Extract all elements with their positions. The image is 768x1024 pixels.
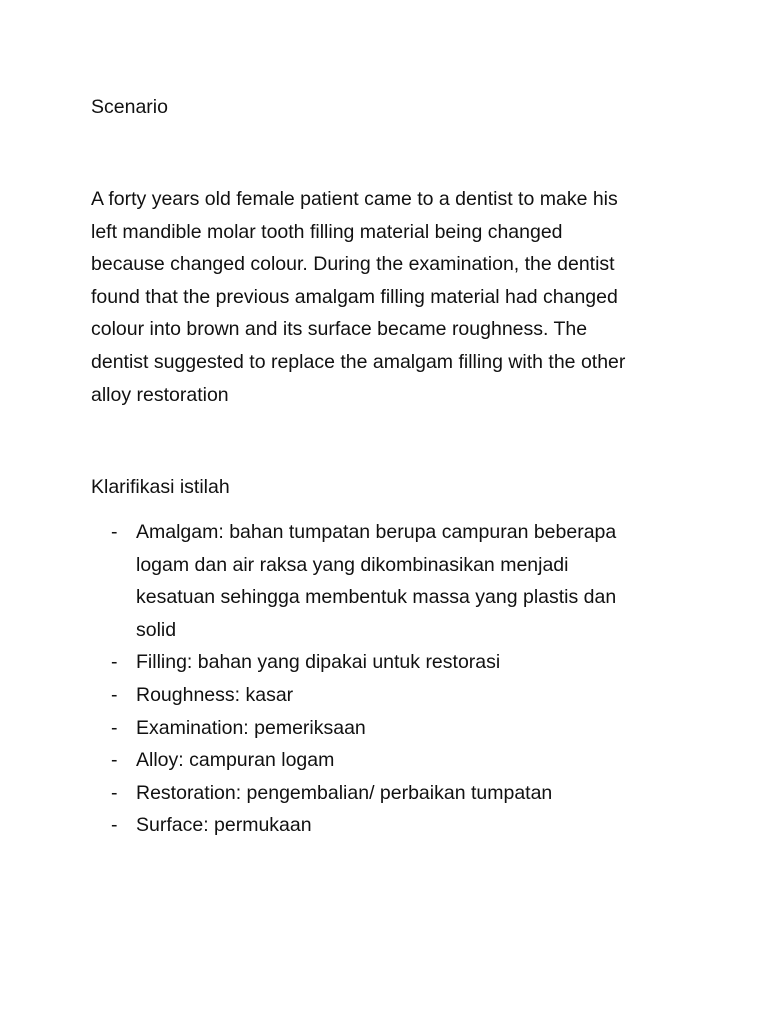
- bullet-dash: -: [111, 749, 118, 772]
- bullet-dash: -: [111, 651, 118, 674]
- scenario-line: alloy restoration: [91, 383, 229, 406]
- term-line: Restoration: pengembalian/ perbaikan tumpatan: [136, 781, 553, 804]
- scenario-line: A forty years old female patient came to a dentist to make his: [91, 188, 618, 210]
- term-line: kesatuan sehingga membentuk massa yang plastis dan: [136, 586, 617, 609]
- term-item-filling: [111, 646, 711, 679]
- term-item-roughness: [111, 679, 711, 712]
- scenario-line: colour into brown and its surface became roughness. The: [91, 318, 588, 341]
- term-item-surface: [111, 809, 711, 842]
- scenario-paragraph: [91, 183, 691, 411]
- term-list: [111, 516, 711, 842]
- bullet-dash: -: [111, 814, 118, 837]
- term-line: logam dan air raksa yang dikombinasikan menjadi: [136, 553, 569, 576]
- scenario-line: found that the previous amalgam filling material had changed: [91, 285, 618, 308]
- term-item-examination: [111, 712, 711, 745]
- term-line: solid: [136, 618, 177, 641]
- term-item-alloy: [111, 744, 711, 777]
- scenario-line: because changed colour. During the examination, the dentist: [91, 253, 615, 276]
- bullet-dash: -: [111, 716, 118, 739]
- klarifikasi-heading: Klarifikasi istilah: [91, 476, 230, 498]
- bullet-dash: -: [111, 521, 118, 543]
- bullet-dash: -: [111, 683, 118, 706]
- scenario-line: left mandible molar tooth filling material being changed: [91, 220, 563, 243]
- term-line: Filling: bahan yang dipakai untuk restorasi: [136, 651, 501, 674]
- term-line: Roughness: kasar: [136, 683, 294, 706]
- term-line: Alloy: campuran logam: [136, 749, 335, 772]
- term-item-amalgam: [111, 516, 711, 646]
- scenario-line: dentist suggested to replace the amalgam filling with the other: [91, 350, 626, 373]
- term-item-restoration: [111, 777, 711, 810]
- scenario-heading: Scenario: [91, 96, 168, 118]
- term-line: Amalgam: bahan tumpatan berupa campuran beberapa: [136, 521, 617, 543]
- term-line: Surface: permukaan: [136, 814, 312, 837]
- term-line: Examination: pemeriksaan: [136, 716, 366, 739]
- bullet-dash: -: [111, 781, 118, 804]
